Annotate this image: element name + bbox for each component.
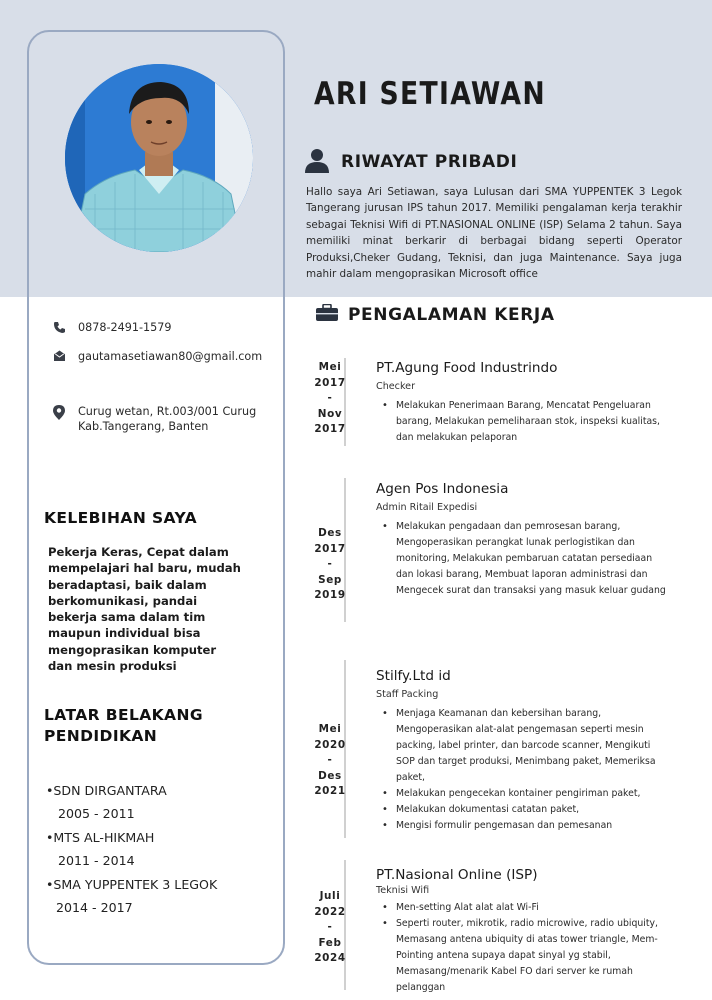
date-line: - [327, 921, 333, 933]
job-duty: • Menjaga Keamanan dan kebersihan barang, Mengoperasikan alat-alat pengemasan seperti mesin packing, label printer, dan barcode scanner, Mengikuti SOP dan target produksi, Menimbang paket, Memeriksa paket, [376, 706, 666, 786]
strength-line: mempelajari hal baru, mudah [48, 561, 241, 576]
date-line: Nov [317, 407, 343, 420]
job-duty: • Men-setting Alat alat alat Wi-Fi [376, 900, 666, 916]
strength-line: maupun individual bisa [48, 626, 201, 641]
date-line: Des [318, 769, 342, 782]
job-role: Staff Packing [376, 689, 439, 700]
job-details [376, 867, 666, 996]
about-heading [303, 146, 517, 178]
education-years: 2011 - 2014 [58, 853, 135, 868]
job-company: Agen Pos Indonesia [376, 481, 509, 497]
person-icon [303, 146, 331, 178]
education-school: •SMA YUPPENTEK 3 LEGOK [46, 877, 218, 892]
strength-line: Pekerja Keras, Cepat dalam [48, 545, 229, 559]
job-duties [376, 900, 666, 996]
job-duty: • Mengisi formulir pengemasan dan pemesanan [376, 818, 666, 834]
date-line: 2021 [314, 785, 346, 797]
job-duty: • Melakukan pengecekan kontainer pengiriman paket, [376, 786, 666, 802]
job-duties [376, 398, 666, 446]
date-line: 2019 [314, 589, 346, 601]
strength-line: berkomunikasi, pandai [48, 593, 198, 608]
job-details [376, 481, 666, 599]
candidate-name: ARI SETIAWAN [314, 76, 546, 112]
job-company: PT.Nasional Online (ISP) [376, 867, 538, 883]
job-role: Checker [376, 381, 416, 392]
address-line-2: Kab.Tangerang, Banten [78, 420, 209, 433]
strength-line: beradaptasi, baik dalam [48, 577, 207, 592]
strength-line: mengoprasikan komputer [48, 642, 217, 657]
job-role: Admin Ritail Expedisi [376, 502, 478, 513]
phone-number: 0878-2491-1579 [78, 321, 172, 334]
strengths-text [48, 544, 248, 674]
address-line-1: Curug wetan, Rt.003/001 Curug [78, 405, 257, 418]
date-line: Sep [318, 573, 342, 586]
job-details [376, 668, 666, 834]
date-line: Mei [318, 361, 342, 373]
phone-icon [52, 320, 66, 335]
job-details [376, 360, 666, 446]
job-dates [300, 360, 360, 438]
job-dates [300, 722, 360, 800]
mail-icon [52, 349, 66, 364]
education-years: 2005 - 2011 [58, 806, 135, 821]
experience-heading [316, 304, 555, 326]
date-line: 2020 [314, 738, 346, 751]
education-title-line-1: LATAR BELAKANG [44, 706, 203, 724]
date-line: 2017 [314, 542, 346, 555]
strength-line: bekerja sama dalam tim [48, 610, 206, 625]
date-line: Mei [318, 723, 342, 735]
job-role: Teknisi Wifi [376, 885, 430, 896]
date-line: Des [318, 527, 342, 539]
job-duties [376, 706, 666, 834]
about-text: Hallo saya Ari Setiawan, saya Lulusan dari SMA YUPPENTEK 3 Legok Tangerang jurusan IPS tahun 2017. Memiliki pengalaman kerja terakhir sebagai Teknisi Wifi di PT.NASIONAL ONLINE (ISP) Selama 2 tahun. Saya memiliki minat berkarir di berbagai bidang seperti Operator Produksi,Cheker Gudang, Teknisi, dan juga Maintenance. Saya juga mahir dalam mengoprasikan Microsoft office [306, 186, 682, 281]
contact-phone [52, 320, 172, 335]
strengths-title: KELEBIHAN SAYA [44, 509, 197, 527]
education-title [44, 705, 203, 747]
job-duty: • Seperti router, mikrotik, radio microwive, radio ubiquity, Memasang antena ubiquity di atas tower triangle, Mem-Pointing antena supaya dapat sinyal yg stabil, Memasang/menarik Kabel FO dari server ke rumah pelanggan [376, 916, 666, 996]
strength-line: dan mesin produksi [48, 659, 177, 674]
education-school: •SDN DIRGANTARA [46, 783, 167, 798]
email-address: gautamasetiawan80@gmail.com [78, 350, 263, 363]
date-line: 2024 [314, 952, 346, 964]
location-pin-icon [52, 404, 66, 434]
profile-photo [65, 64, 253, 252]
date-line: 2017 [314, 423, 346, 435]
contact-address [52, 404, 256, 434]
date-line: 2022 [314, 905, 346, 918]
education-school: •MTS AL-HIKMAH [46, 830, 155, 845]
job-dates [300, 889, 360, 967]
about-title: RIWAYAT PRIBADI [341, 152, 518, 172]
job-duty: • Melakukan pengadaan dan pemrosesan barang, Mengoperasikan perangkat lunak perlogistikan dan monitoring, Melakukan pembaruan catatan persediaan dan lokasi barang, Membuat laporan administrasi dan Mengecek surat dan transaksi yang masuk keluar gudang [376, 519, 666, 599]
contact-email [52, 349, 262, 364]
job-duties [376, 519, 666, 599]
experience-title: PENGALAMAN KERJA [348, 305, 555, 325]
job-company: Stilfy.Ltd id [376, 668, 451, 684]
job-duty: • Melakukan Penerimaan Barang, Mencatat Pengeluaran barang, Melakukan pemeliharaan stok, inspeksi kualitas, dan melakukan pelaporan [376, 398, 666, 446]
job-company: PT.Agung Food Industrindo [376, 360, 558, 376]
date-line: Feb [318, 936, 342, 949]
job-dates [300, 526, 360, 604]
date-line: Juli [319, 890, 341, 902]
briefcase-icon [316, 304, 338, 326]
date-line: - [327, 754, 333, 766]
education-title-line-2: PENDIDIKAN [44, 727, 158, 745]
education-years: 2014 - 2017 [56, 900, 133, 915]
job-duty: • Melakukan dokumentasi catatan paket, [376, 802, 666, 818]
date-line: 2017 [314, 376, 346, 389]
date-line: - [327, 392, 333, 404]
date-line: - [327, 558, 333, 570]
